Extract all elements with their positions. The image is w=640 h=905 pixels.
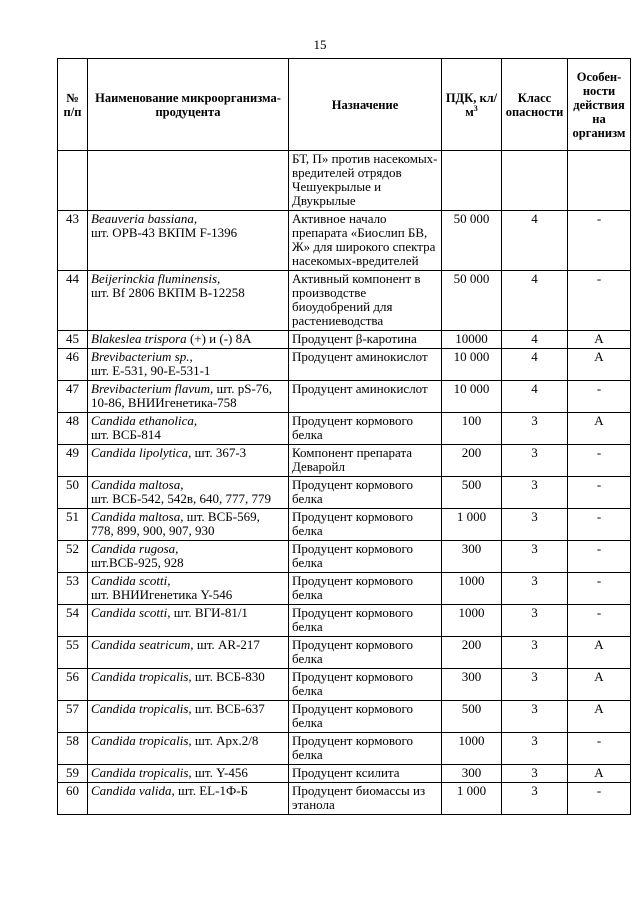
table-row <box>58 669 631 701</box>
cell-name <box>88 783 289 815</box>
cell-purpose: Продуцент кормового белка <box>289 573 442 605</box>
cell-pdk: 10 000 <box>442 349 502 381</box>
strain-info: шт. ВНИИгенетика Y-546 <box>91 587 233 602</box>
cell-class: 3 <box>502 413 568 445</box>
cell-name <box>88 605 289 637</box>
cell-num: 43 <box>58 211 88 271</box>
species-name: Candida scotti, <box>91 605 171 620</box>
cell-num: 57 <box>58 701 88 733</box>
cell-purpose: Активное начало препарата «Биослип БВ, Ж» для широкого спектра насекомых-вредителей <box>289 211 442 271</box>
table-row <box>58 509 631 541</box>
table-row <box>58 477 631 509</box>
cell-purpose: Продуцент кормового белка <box>289 477 442 509</box>
cell-num: 51 <box>58 509 88 541</box>
cell-feature <box>568 151 631 211</box>
cell-feature: - <box>568 541 631 573</box>
header-purpose: Назначение <box>289 59 442 151</box>
cell-num: 49 <box>58 445 88 477</box>
strain-info: шт. 367-3 <box>191 445 247 460</box>
species-name: Blakeslea trispora <box>91 331 187 346</box>
cell-name <box>88 509 289 541</box>
strain-info: шт. pS-76, 10-86, ВНИИгенетика-758 <box>91 381 273 410</box>
cell-pdk: 100 <box>442 413 502 445</box>
cell-pdk: 10 000 <box>442 381 502 413</box>
header-num: № п/п <box>58 59 88 151</box>
cell-num: 52 <box>58 541 88 573</box>
header-class: Класс опасности <box>502 59 568 151</box>
cell-name <box>88 637 289 669</box>
cell-num: 44 <box>58 271 88 331</box>
species-name: Candida valida, <box>91 783 175 798</box>
species-name: Candida maltosa, <box>91 477 184 492</box>
species-name: Candida seatricum, <box>91 637 194 652</box>
cell-name <box>88 733 289 765</box>
strain-info: шт. Y-456 <box>191 765 248 780</box>
cell-purpose: Продуцент кормового белка <box>289 509 442 541</box>
cell-pdk: 300 <box>442 541 502 573</box>
cell-name <box>88 765 289 783</box>
cell-class: 4 <box>502 381 568 413</box>
cell-num: 46 <box>58 349 88 381</box>
cell-class: 3 <box>502 477 568 509</box>
cell-num: 58 <box>58 733 88 765</box>
cell-feature: А <box>568 701 631 733</box>
cell-name <box>88 271 289 331</box>
cell-purpose: Продуцент кормового белка <box>289 541 442 573</box>
cell-purpose: Продуцент кормового белка <box>289 733 442 765</box>
species-name: Beijerinckia fluminensis, <box>91 271 221 286</box>
table-row <box>58 573 631 605</box>
cell-pdk: 300 <box>442 765 502 783</box>
cell-class: 3 <box>502 445 568 477</box>
table-row <box>58 541 631 573</box>
cell-num: 56 <box>58 669 88 701</box>
cell-purpose: БТ, П» против насекомых-вредителей отрядов Чешуекрылые и Двукрылые <box>289 151 442 211</box>
species-name: Candida tropicalis, <box>91 765 192 780</box>
strain-info: шт. ВСБ-637 <box>191 701 265 716</box>
cell-pdk: 200 <box>442 637 502 669</box>
species-name: Candida tropicalis, <box>91 669 192 684</box>
cell-purpose: Продуцент аминокислот <box>289 381 442 413</box>
cell-name <box>88 331 289 349</box>
cell-feature: А <box>568 331 631 349</box>
species-name: Candida ethanolica, <box>91 413 198 428</box>
strain-info: шт. ВСБ-569, 778, 899, 900, 907, 930 <box>91 509 260 538</box>
cell-pdk: 1 000 <box>442 509 502 541</box>
cell-pdk: 1000 <box>442 573 502 605</box>
cell-name <box>88 349 289 381</box>
cell-name <box>88 701 289 733</box>
cell-purpose: Продуцент кормового белка <box>289 669 442 701</box>
header-pdk-label: ПДК, кл/м <box>445 90 498 119</box>
cell-feature: - <box>568 783 631 815</box>
cell-feature: - <box>568 605 631 637</box>
species-name: Candida tropicalis, <box>91 733 192 748</box>
cell-name <box>88 413 289 445</box>
cell-feature: А <box>568 637 631 669</box>
cell-feature: - <box>568 477 631 509</box>
cell-purpose: Продуцент биомассы из этанола <box>289 783 442 815</box>
cell-pdk: 50 000 <box>442 211 502 271</box>
cell-purpose: Продуцент ксилита <box>289 765 442 783</box>
cell-feature: - <box>568 509 631 541</box>
cell-class: 3 <box>502 573 568 605</box>
strain-info: шт. ОРВ-43 ВКПМ F-1396 <box>91 225 238 240</box>
header-pdk-superscript: 3 <box>473 103 478 113</box>
species-name: Candida rugosa, <box>91 541 179 556</box>
table-row <box>58 765 631 783</box>
cell-feature: - <box>568 573 631 605</box>
species-name: Beauveria bassiana, <box>91 211 198 226</box>
header-name: Наименование микроорганизма-продуцента <box>88 59 289 151</box>
cell-class: 4 <box>502 271 568 331</box>
strain-info: шт. Bf 2806 ВКПМ В-12258 <box>91 285 245 300</box>
cell-pdk: 1000 <box>442 733 502 765</box>
cell-pdk <box>442 151 502 211</box>
cell-feature: - <box>568 271 631 331</box>
cell-num <box>58 151 88 211</box>
cell-feature: - <box>568 733 631 765</box>
cell-class: 4 <box>502 331 568 349</box>
header-feature: Особен-ности действия на организм <box>568 59 631 151</box>
strain-info: шт.ВСБ-925, 928 <box>91 555 184 570</box>
strain-info: шт. Е-531, 90-Е-531-1 <box>91 363 211 378</box>
cell-name <box>88 541 289 573</box>
cell-purpose: Активный компонент в производстве биоудобрений для растениеводства <box>289 271 442 331</box>
cell-feature: - <box>568 211 631 271</box>
table-row <box>58 605 631 637</box>
cell-pdk: 1 000 <box>442 783 502 815</box>
table-row <box>58 701 631 733</box>
species-name: Brevibacterium flavum, <box>91 381 214 396</box>
cell-num: 53 <box>58 573 88 605</box>
strain-info: шт. ВСБ-542, 542в, 640, 777, 779 <box>91 491 271 506</box>
cell-purpose: Продуцент кормового белка <box>289 413 442 445</box>
cell-num: 45 <box>58 331 88 349</box>
cell-class: 3 <box>502 637 568 669</box>
cell-name <box>88 211 289 271</box>
cell-purpose: Продуцент кормового белка <box>289 605 442 637</box>
cell-name <box>88 669 289 701</box>
strain-info: шт. ВСБ-830 <box>191 669 265 684</box>
cell-num: 50 <box>58 477 88 509</box>
cell-num: 59 <box>58 765 88 783</box>
cell-class: 3 <box>502 701 568 733</box>
cell-num: 54 <box>58 605 88 637</box>
cell-class: 3 <box>502 733 568 765</box>
cell-num: 48 <box>58 413 88 445</box>
cell-class: 3 <box>502 783 568 815</box>
cell-pdk: 10000 <box>442 331 502 349</box>
table-row <box>58 211 631 271</box>
strain-info: шт. EL-1Ф-Б <box>174 783 249 798</box>
cell-name <box>88 445 289 477</box>
cell-class: 3 <box>502 509 568 541</box>
cell-num: 55 <box>58 637 88 669</box>
species-name: Candida lipolytica, <box>91 445 192 460</box>
strain-info: шт. Арх.2/8 <box>191 733 259 748</box>
species-name: Brevibacterium sp., <box>91 349 193 364</box>
cell-pdk: 50 000 <box>442 271 502 331</box>
cell-purpose: Продуцент кормового белка <box>289 701 442 733</box>
cell-name <box>88 573 289 605</box>
cell-name <box>88 151 289 211</box>
cell-pdk: 300 <box>442 669 502 701</box>
cell-name <box>88 477 289 509</box>
table-body <box>58 151 631 815</box>
species-name: Candida tropicalis, <box>91 701 192 716</box>
table-row <box>58 637 631 669</box>
cell-purpose: Продуцент β-каротина <box>289 331 442 349</box>
microorganism-table <box>57 58 631 815</box>
cell-feature: - <box>568 381 631 413</box>
table-row <box>58 349 631 381</box>
strain-info: шт. ВСБ-814 <box>91 427 161 442</box>
table-row <box>58 733 631 765</box>
strain-info: (+) и (-) 8А <box>186 331 252 346</box>
cell-feature: А <box>568 413 631 445</box>
species-name: Candida scotti, <box>91 573 171 588</box>
cell-feature: - <box>568 445 631 477</box>
page-number: 15 <box>313 37 327 52</box>
cell-feature: А <box>568 669 631 701</box>
table-header <box>58 59 631 151</box>
cell-num: 60 <box>58 783 88 815</box>
table-row <box>58 331 631 349</box>
cell-class: 3 <box>502 765 568 783</box>
cell-name <box>88 381 289 413</box>
cell-pdk: 500 <box>442 701 502 733</box>
cell-feature: А <box>568 349 631 381</box>
cell-purpose: Продуцент кормового белка <box>289 637 442 669</box>
cell-class: 4 <box>502 211 568 271</box>
cell-class: 3 <box>502 669 568 701</box>
table-row-continuation <box>58 151 631 211</box>
cell-purpose: Продуцент аминокислот <box>289 349 442 381</box>
cell-pdk: 1000 <box>442 605 502 637</box>
cell-class: 3 <box>502 541 568 573</box>
table-row <box>58 445 631 477</box>
cell-class: 3 <box>502 605 568 637</box>
species-name: Candida maltosa, <box>91 509 184 524</box>
header-pdk <box>442 59 502 151</box>
table-row <box>58 271 631 331</box>
cell-class <box>502 151 568 211</box>
cell-num: 47 <box>58 381 88 413</box>
cell-feature: А <box>568 765 631 783</box>
cell-pdk: 200 <box>442 445 502 477</box>
cell-pdk: 500 <box>442 477 502 509</box>
table-row <box>58 783 631 815</box>
strain-info: шт. ВГИ-81/1 <box>170 605 248 620</box>
table-row <box>58 413 631 445</box>
cell-class: 4 <box>502 349 568 381</box>
cell-purpose: Компонент препарата Деваройл <box>289 445 442 477</box>
strain-info: шт. AR-217 <box>193 637 260 652</box>
table-row <box>58 381 631 413</box>
